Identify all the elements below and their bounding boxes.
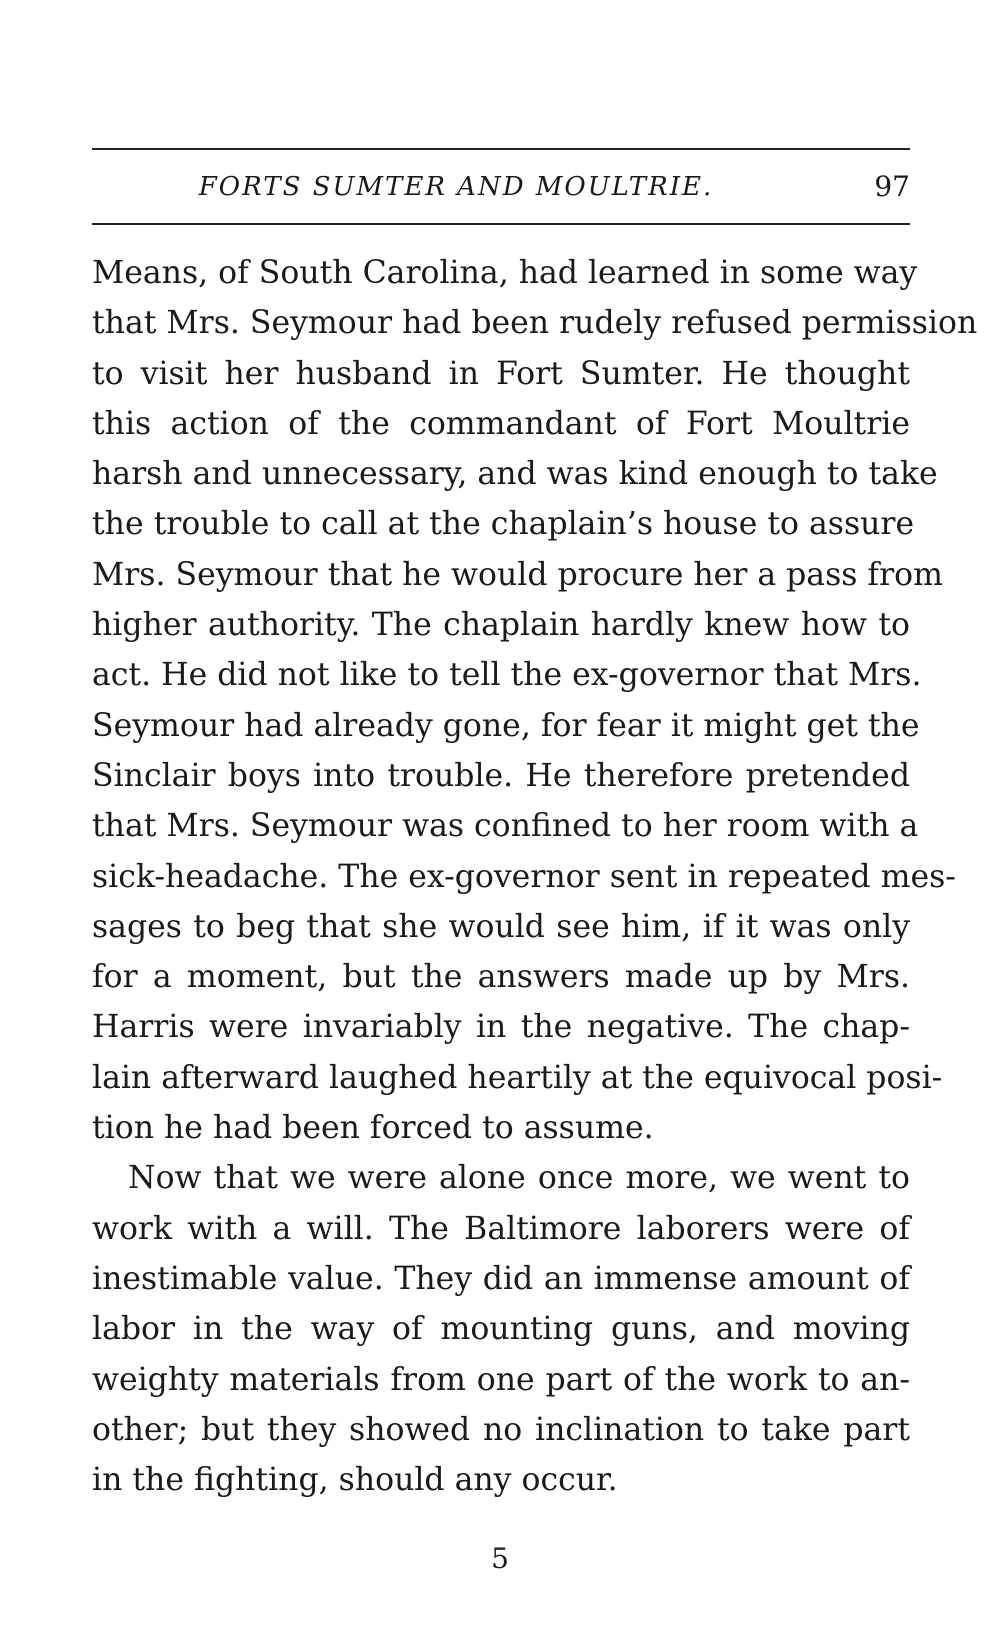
text-line: Mrs. Seymour that he would procure her a pass from xyxy=(92,556,943,593)
text-line: to visit her husband in Fort Sumter. He thought xyxy=(92,355,910,392)
text-line: sages to beg that she would see him, if it was only xyxy=(92,908,910,945)
text-line: labor in the way of mounting guns, and moving xyxy=(92,1311,910,1348)
text-line: for a moment, but the answers made up by Mrs. xyxy=(92,959,910,996)
running-head xyxy=(92,168,910,212)
page-number: 97 xyxy=(874,170,910,203)
paragraph xyxy=(92,248,978,1153)
text-line: act. He did not like to tell the ex-governor that Mrs. xyxy=(92,657,922,694)
running-title: FORTS SUMTER AND MOULTRIE. xyxy=(198,172,714,202)
text-line: the trouble to call at the chaplain’s house to assure xyxy=(92,506,915,543)
text-line: other; but they showed no inclination to take part xyxy=(92,1411,910,1448)
text-line: higher authority. The chaplain hardly knew how to xyxy=(92,607,910,644)
body-text xyxy=(92,248,978,1505)
text-line: weighty materials from one part of the work to an- xyxy=(92,1361,910,1398)
text-line: work with a will. The Baltimore laborers were of xyxy=(92,1210,910,1247)
text-line: lain afterward laughed heartily at the equivocal posi- xyxy=(92,1059,943,1096)
text-line: Harris were invariably in the negative. The chap- xyxy=(92,1009,910,1046)
text-line: Seymour had already gone, for fear it might get the xyxy=(92,707,920,744)
signature-mark: 5 xyxy=(491,1542,509,1575)
text-line: Means, of South Carolina, had learned in some way xyxy=(92,255,918,291)
text-line: that Mrs. Seymour had been rudely refused permission xyxy=(92,305,978,342)
text-line: tion he had been forced to assume. xyxy=(92,1110,654,1147)
text-line: sick-headache. The ex-governor sent in repeated mes- xyxy=(92,858,956,895)
header-rule-bottom xyxy=(92,223,910,225)
paragraph xyxy=(92,1153,910,1505)
text-line: inestimable value. They did an immense amount of xyxy=(92,1260,910,1297)
text-line: in the fighting, should any occur. xyxy=(92,1462,618,1499)
header-rule-top xyxy=(92,148,910,150)
text-line: harsh and unnecessary, and was kind enough to take xyxy=(92,456,938,493)
text-line: that Mrs. Seymour was confined to her room with a xyxy=(92,808,919,845)
text-line: Now that we were alone once more, we went to xyxy=(128,1160,910,1197)
text-line: Sinclair boys into trouble. He therefore pretended xyxy=(92,757,910,794)
text-line: this action of the commandant of Fort Moultrie xyxy=(92,405,910,442)
